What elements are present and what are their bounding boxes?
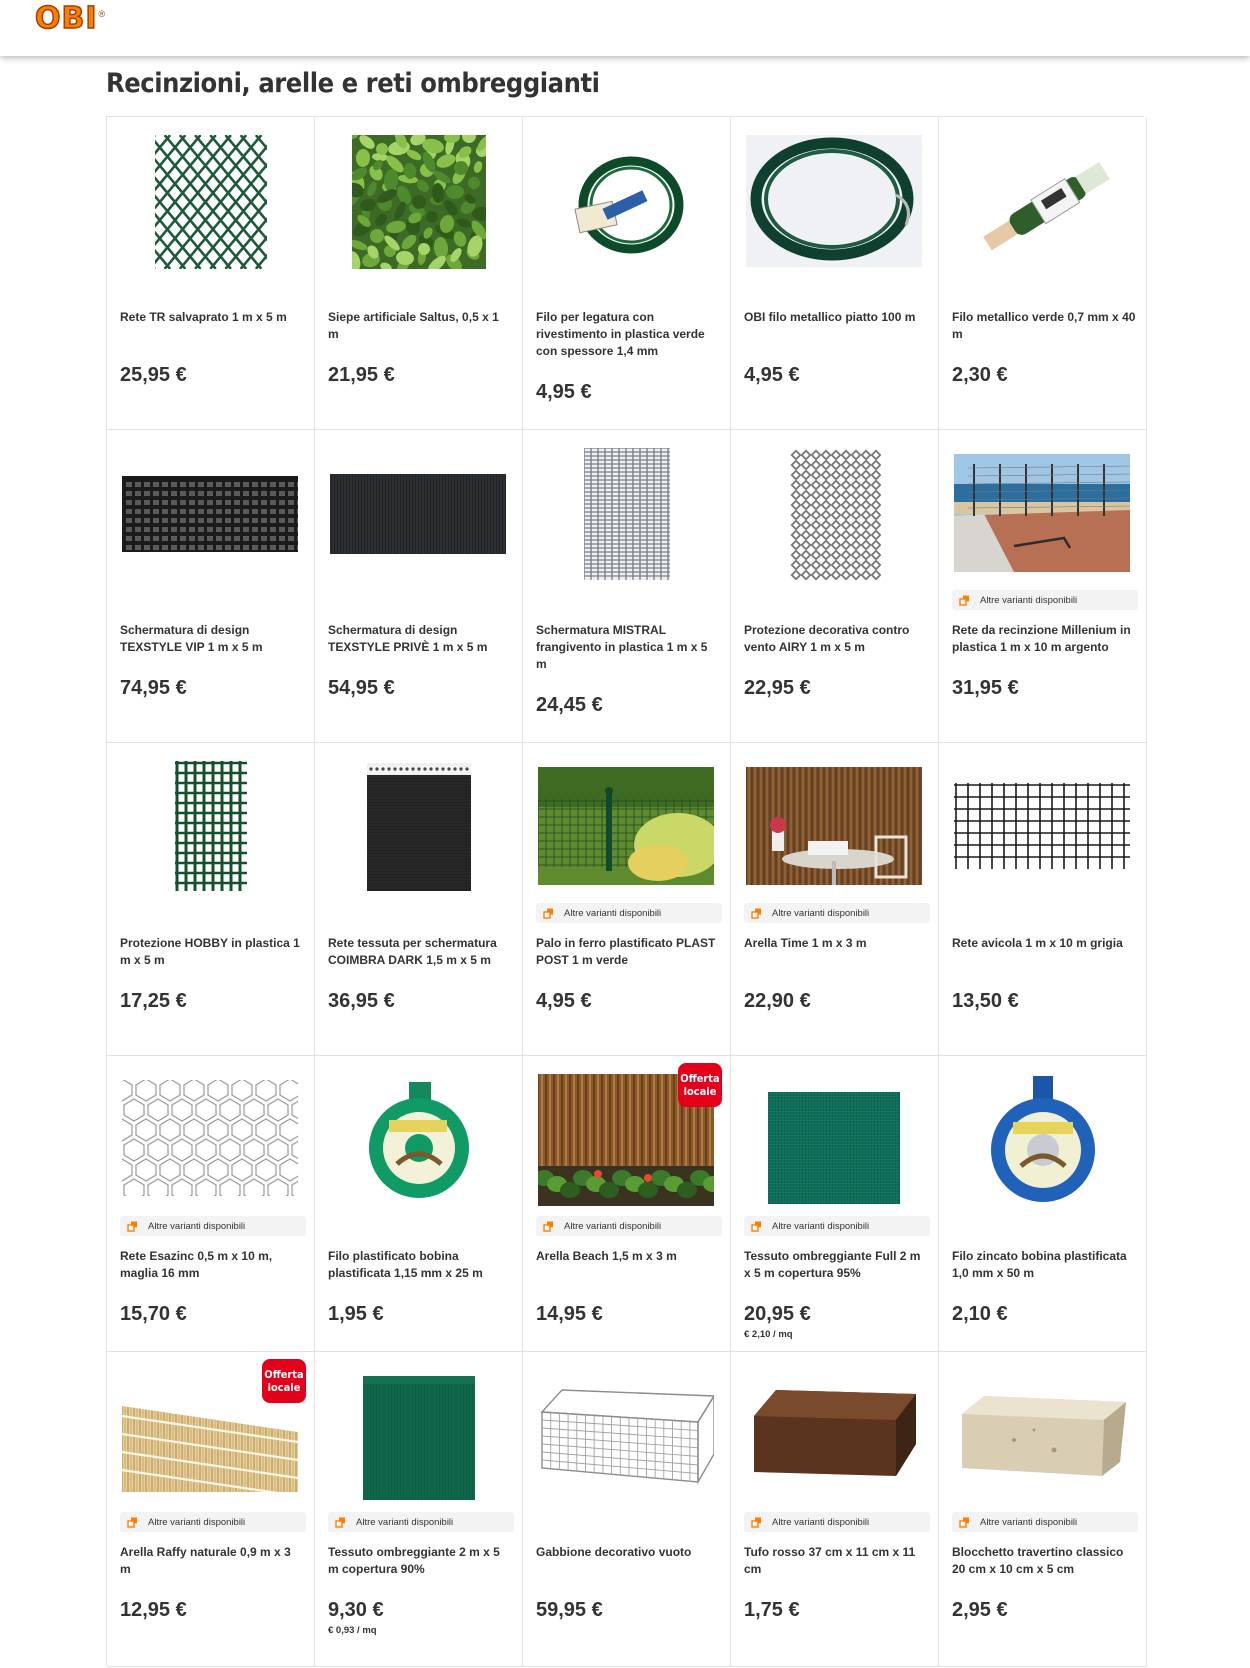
product-image[interactable]: [523, 117, 730, 291]
variants-icon: [543, 1221, 554, 1232]
product-price: 25,95 €: [120, 364, 187, 386]
product-price: 2,95 €: [952, 1599, 1008, 1621]
product-card[interactable]: [731, 1352, 939, 1667]
product-image[interactable]: [107, 1056, 314, 1230]
gabion-cage-image: [538, 1382, 714, 1486]
green-wire-spool-image: [367, 1074, 471, 1202]
variants-icon: [127, 1517, 138, 1528]
wire-bundle-image: [971, 157, 1121, 257]
variants-icon: [959, 595, 970, 606]
product-card[interactable]: [939, 117, 1147, 430]
offer-badge-line2: locale: [267, 1381, 301, 1394]
product-price: 24,45 €: [536, 694, 603, 716]
product-image[interactable]: [731, 1056, 938, 1230]
product-card[interactable]: [939, 1352, 1147, 1667]
product-card[interactable]: [731, 117, 939, 430]
product-card[interactable]: [523, 430, 731, 743]
product-price: 21,95 €: [328, 364, 395, 386]
product-price: 4,95 €: [744, 364, 800, 386]
black-weave-screen-image: [122, 476, 298, 552]
product-name[interactable]: Arella Time 1 m x 3 m: [744, 936, 867, 950]
variants-label: Altre varianti disponibili: [148, 1220, 246, 1232]
product-card[interactable]: [107, 1056, 315, 1352]
flat-wire-coil-image: [746, 135, 922, 267]
product-name[interactable]: Filo zincato bobina plastificata 1,0 mm x 50 m: [952, 1249, 1127, 1280]
product-price: 9,30 €: [328, 1599, 384, 1621]
product-price: 74,95 €: [120, 677, 187, 699]
variants-label: Altre varianti disponibili: [148, 1516, 246, 1528]
product-name[interactable]: Protezione HOBBY in plastica 1 m x 5 m: [120, 936, 300, 967]
product-price: 4,95 €: [536, 381, 592, 403]
unit-price: € 0,93 / mq: [328, 1625, 377, 1636]
offer-badge-line1: Offerta: [264, 1368, 304, 1381]
variants-icon: [959, 1517, 970, 1528]
product-price: 15,70 €: [120, 1303, 187, 1325]
product-image[interactable]: [939, 1352, 1146, 1526]
product-name[interactable]: OBI filo metallico piatto 100 m: [744, 310, 916, 324]
product-image[interactable]: [315, 117, 522, 291]
unit-price: € 2,10 / mq: [744, 1329, 793, 1340]
product-name[interactable]: Siepe artificiale Saltus, 0,5 x 1 m: [328, 310, 499, 341]
logo-text: OBI: [35, 1, 98, 36]
product-name[interactable]: Schermatura di design TEXSTYLE PRIVÈ 1 m x 5 m: [328, 623, 488, 654]
product-card[interactable]: [939, 1056, 1147, 1352]
product-name[interactable]: Rete tessuta per schermatura COIMBRA DARK 1,5 m x 5 m: [328, 936, 497, 967]
obi-logo[interactable]: [35, 3, 163, 35]
variants-icon: [751, 1221, 762, 1232]
page-title: Recinzioni, arelle e reti ombreggianti: [106, 68, 600, 99]
product-card[interactable]: [731, 743, 939, 1056]
product-image[interactable]: [939, 117, 1146, 291]
product-price: 22,95 €: [744, 677, 811, 699]
product-price: 20,95 €: [744, 1303, 811, 1325]
product-image[interactable]: [731, 117, 938, 291]
product-name[interactable]: Filo metallico verde 0,7 mm x 40 m: [952, 310, 1136, 341]
product-name[interactable]: Rete TR salvaprato 1 m x 5 m: [120, 310, 287, 324]
offer-badge-line2: locale: [683, 1085, 717, 1098]
product-image[interactable]: [107, 117, 314, 291]
product-card[interactable]: [939, 743, 1147, 1056]
product-image[interactable]: [731, 430, 938, 604]
green-shade-cloth-image: [768, 1092, 900, 1204]
variants-available[interactable]: [120, 1512, 306, 1532]
garden-post-fence-image: [538, 767, 714, 885]
product-name[interactable]: Tufo rosso 37 cm x 11 cm x 11 cm: [744, 1545, 916, 1576]
product-card[interactable]: [731, 430, 939, 743]
product-image[interactable]: [731, 1352, 938, 1526]
product-price: 17,25 €: [120, 990, 187, 1012]
variants-available[interactable]: [536, 903, 722, 923]
hexagonal-wire-mesh-image: [122, 1080, 298, 1196]
black-fabric-screen-image: [330, 474, 506, 554]
variants-available[interactable]: [952, 590, 1138, 610]
product-name[interactable]: Tessuto ombreggiante Full 2 m x 5 m copertura 95%: [744, 1249, 921, 1280]
product-card[interactable]: [107, 430, 315, 743]
grey-decorative-mesh-image: [789, 448, 881, 580]
product-image[interactable]: [939, 1056, 1146, 1230]
variants-available[interactable]: [744, 903, 930, 923]
product-name[interactable]: Filo per legatura con rivestimento in plastica verde con spessore 1,4 mm: [536, 310, 705, 358]
variants-available[interactable]: [744, 1216, 930, 1236]
artificial-hedge-image: [352, 135, 486, 269]
grey-windbreak-image: [584, 448, 670, 580]
green-square-mesh-image: [175, 761, 247, 891]
product-price: 1,75 €: [744, 1599, 800, 1621]
product-price: 22,90 €: [744, 990, 811, 1012]
product-price: 54,95 €: [328, 677, 395, 699]
product-name[interactable]: Gabbione decorativo vuoto: [536, 1545, 692, 1559]
dark-woven-net-image: [367, 763, 471, 891]
product-card[interactable]: [939, 430, 1147, 743]
product-card[interactable]: [731, 1056, 939, 1352]
offer-badge-line1: Offerta: [680, 1072, 720, 1085]
offer-badge: [262, 1359, 306, 1403]
product-price: 2,10 €: [952, 1303, 1008, 1325]
blue-wire-spool-image: [987, 1072, 1099, 1204]
variants-label: Altre varianti disponibili: [772, 1516, 870, 1528]
reed-screen-patio-image: [746, 767, 922, 885]
product-image[interactable]: [315, 1352, 522, 1526]
product-price: 2,30 €: [952, 364, 1008, 386]
product-card[interactable]: [107, 1352, 315, 1667]
beach-terrace-fence-image: [954, 454, 1130, 572]
variants-label: Altre varianti disponibili: [772, 1220, 870, 1232]
product-price: 4,95 €: [536, 990, 592, 1012]
product-image[interactable]: [523, 1352, 730, 1526]
product-image[interactable]: [939, 430, 1146, 604]
variants-label: Altre varianti disponibili: [980, 1516, 1078, 1528]
product-price: 12,95 €: [120, 1599, 187, 1621]
green-wire-coil-image: [569, 153, 685, 257]
product-price: 1,95 €: [328, 1303, 384, 1325]
product-name[interactable]: Palo in ferro plastificato PLAST POST 1 m verde: [536, 936, 716, 967]
product-price: 13,50 €: [952, 990, 1019, 1012]
product-name[interactable]: Arella Raffy naturale 0,9 m x 3 m: [120, 1545, 291, 1576]
product-image[interactable]: [523, 430, 730, 604]
variants-available[interactable]: [120, 1216, 306, 1236]
product-card[interactable]: [523, 117, 731, 430]
variants-label: Altre varianti disponibili: [772, 907, 870, 919]
variants-icon: [751, 1517, 762, 1528]
green-shade-roll-image: [363, 1376, 475, 1500]
variants-label: Altre varianti disponibili: [564, 1220, 662, 1232]
product-name[interactable]: Tessuto ombreggiante 2 m x 5 m copertura 90%: [328, 1545, 500, 1576]
variants-available[interactable]: [536, 1216, 722, 1236]
product-name[interactable]: Rete da recinzione Millenium in plastica 1 m x 10 m argento: [952, 623, 1131, 654]
product-card[interactable]: [315, 1352, 523, 1667]
variants-icon: [543, 908, 554, 919]
variants-available[interactable]: [744, 1512, 930, 1532]
product-name[interactable]: Rete avicola 1 m x 10 m grigia: [952, 936, 1123, 950]
product-image[interactable]: [731, 743, 938, 917]
variants-available[interactable]: [952, 1512, 1138, 1532]
product-card[interactable]: [523, 743, 731, 1056]
top-bar: [0, 0, 1250, 56]
product-image[interactable]: [315, 430, 522, 604]
travertine-block-image: [954, 1390, 1130, 1480]
product-card[interactable]: [107, 743, 315, 1056]
product-image[interactable]: [315, 1056, 522, 1230]
green-diamond-mesh-image: [155, 135, 267, 269]
product-card[interactable]: [523, 1352, 731, 1667]
product-card[interactable]: [315, 1056, 523, 1352]
product-price: 14,95 €: [536, 1303, 603, 1325]
product-card[interactable]: [315, 743, 523, 1056]
red-tuff-block-image: [746, 1386, 922, 1482]
product-name[interactable]: Arella Beach 1,5 m x 3 m: [536, 1249, 677, 1263]
black-grid-net-image: [954, 783, 1130, 869]
product-image[interactable]: [315, 743, 522, 917]
product-name[interactable]: Schermatura MISTRAL frangivento in plastica 1 m x 5 m: [536, 623, 708, 671]
product-image[interactable]: [939, 743, 1146, 917]
product-image[interactable]: [107, 430, 314, 604]
product-price: 36,95 €: [328, 990, 395, 1012]
variants-label: Altre varianti disponibili: [564, 907, 662, 919]
variants-available[interactable]: [328, 1512, 514, 1532]
product-name[interactable]: Protezione decorativa contro vento AIRY 1 m x 5 m: [744, 623, 910, 654]
offer-badge: [678, 1063, 722, 1107]
product-card[interactable]: [107, 117, 315, 430]
product-image[interactable]: [107, 743, 314, 917]
variants-icon: [127, 1221, 138, 1232]
product-name[interactable]: Schermatura di design TEXSTYLE VIP 1 m x 5 m: [120, 623, 263, 654]
logo-registered-mark: ®: [98, 9, 106, 19]
product-name[interactable]: Rete Esazinc 0,5 m x 10 m, maglia 16 mm: [120, 1249, 273, 1280]
product-card[interactable]: [315, 430, 523, 743]
product-card[interactable]: [315, 117, 523, 430]
variants-label: Altre varianti disponibili: [356, 1516, 454, 1528]
variants-icon: [751, 908, 762, 919]
product-name[interactable]: Blocchetto travertino classico 20 cm x 10 cm x 5 cm: [952, 1545, 1124, 1576]
product-price: 59,95 €: [536, 1599, 603, 1621]
product-grid: [106, 116, 1144, 1666]
variants-label: Altre varianti disponibili: [980, 594, 1078, 606]
product-card[interactable]: [523, 1056, 731, 1352]
product-price: 31,95 €: [952, 677, 1019, 699]
product-name[interactable]: Filo plastificato bobina plastificata 1,15 mm x 25 m: [328, 1249, 483, 1280]
variants-icon: [335, 1517, 346, 1528]
product-image[interactable]: [523, 743, 730, 917]
